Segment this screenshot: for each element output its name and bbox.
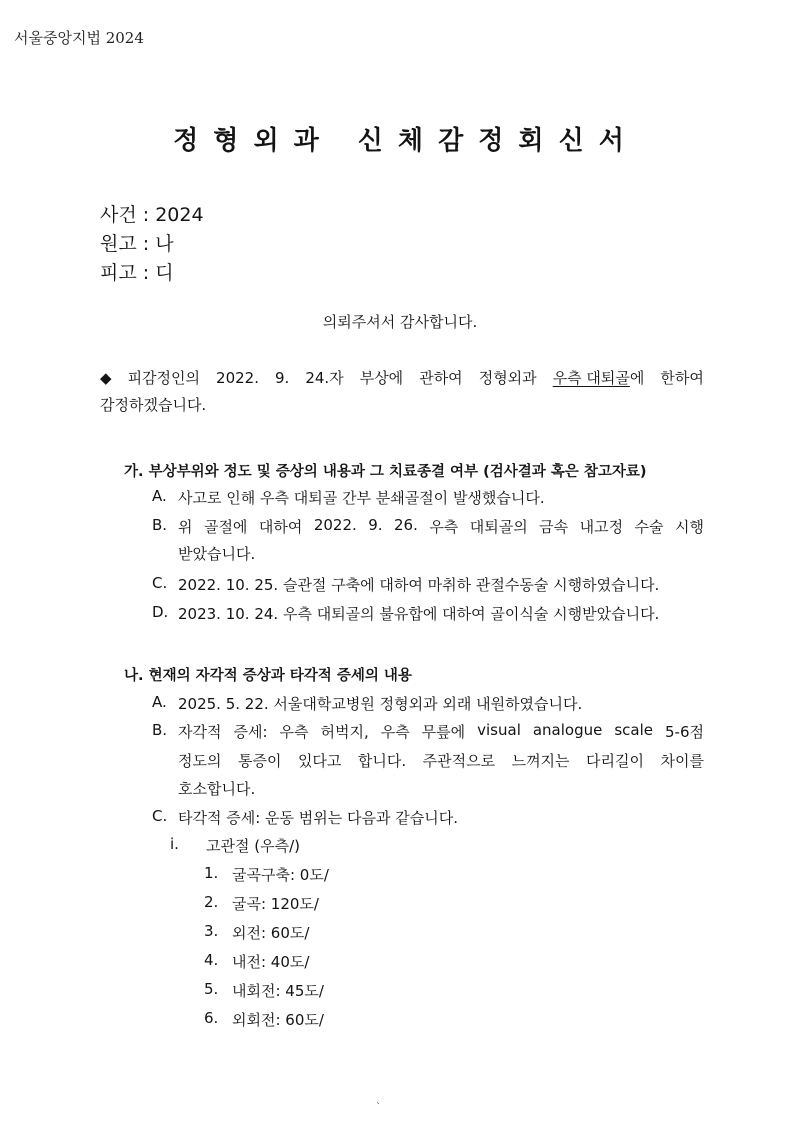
title-part-1: 정 형 외 과 [173,126,322,156]
defendant-value: 디 [155,262,174,284]
bullet-icon: ◆ [100,369,112,387]
title-part-2: 신 체 감 정 회 신 서 [357,126,627,156]
plaintiff-label: 원고 [100,233,137,255]
underlined-term: 우측 대퇴골 [552,369,630,387]
intro-line-2: 감정하겠습니다. [100,396,207,414]
intro-paragraph: ◆ 피감정인의 2022. 9. 24.자 부상에 관하여 정형외과 우측 대퇴골에 한하여 감정하겠습니다. [100,365,704,419]
plaintiff-value: 나 [155,233,174,255]
case-number: 사건 : 2024 [100,204,204,226]
section-na-item-b-cont: 정도의 통증이 있다고 합니다. 주관적으로 느껴지는 다리길이 차이를 [178,752,704,770]
court-header: 서울중앙지법 2024 [14,29,144,47]
defendant: 피고 : 디 [100,262,174,284]
document-title [0,120,800,157]
footer-mark: ` [376,1102,381,1113]
section-na-item-b-cont2: 호소합니다. [178,780,256,798]
case-label: 사건 [100,204,137,226]
section-ga-item-b-cont: 받았습니다. [178,545,256,563]
document-page: 서울중앙지법 2024 정 형 외 과 신 체 감 정 회 신 서 사건 : 2024 원고 : 나 피고 : 디 의뢰주셔서 감사합니다. ◆ 피감정인의 2022. 9. 24.자 부상에 관하여 정형외과 우측 대퇴골에 한하여 감정하겠습니다. 가. 부상부위와 정도 및 증상의 내용과 그 치료종결 여부 (검사결과 혹은 참고자료) A. 사고로 인해 우측 대퇴골 간부 분쇄골절이 발생했습니다. B. 위 골절에 대하여 2022. 9. 26. 우측 대퇴골의 금속 내고정 수술 시행 받았습니다. C. 2022. 10. 25. 슬관절 구축에 대하여 마취하 관절수동술 시행하였습니다. D. 2023. 10. 24. 우측 대퇴골의 불유합에 대하여 골이식술 시행받았습니다. 나. 현재의 자각적 증상과 타각적 증세의 내용 A. 2025. 5. 22. 서울대학교병원 정형외과 외래 내원하였습니다. B. 자각적 증세: 우측 허벅지, 우측 무릎에 visual analogue scale 5-6점 정도의 통증이 있다고 합니다. 주관적으로 느껴지는 다리길이 차이를 호소합니다. C. 타각적 증세: 운동 범위는 다음과 같습니다. i. 고관절 (우측/) 1. 굴곡구축: 0도/ 2. 굴곡: 120도/ 3. 외전: 60도/ 4. 내전: 40도/ 5. 내회전: 45도/ 6. 외회전: 60도/ ` [0,0,800,1126]
section-na-heading: 나. 현재의 자각적 증상과 타각적 증세의 내용 [124,668,412,684]
greeting: 의뢰주셔서 감사합니다. [322,313,478,331]
section-ga-heading: 가. 부상부위와 정도 및 증상의 내용과 그 치료종결 여부 (검사결과 혹은 참고자료) [124,464,647,480]
defendant-label: 피고 [100,262,137,284]
plaintiff: 원고 : 나 [100,233,174,255]
case-value: 2024 [155,204,204,226]
